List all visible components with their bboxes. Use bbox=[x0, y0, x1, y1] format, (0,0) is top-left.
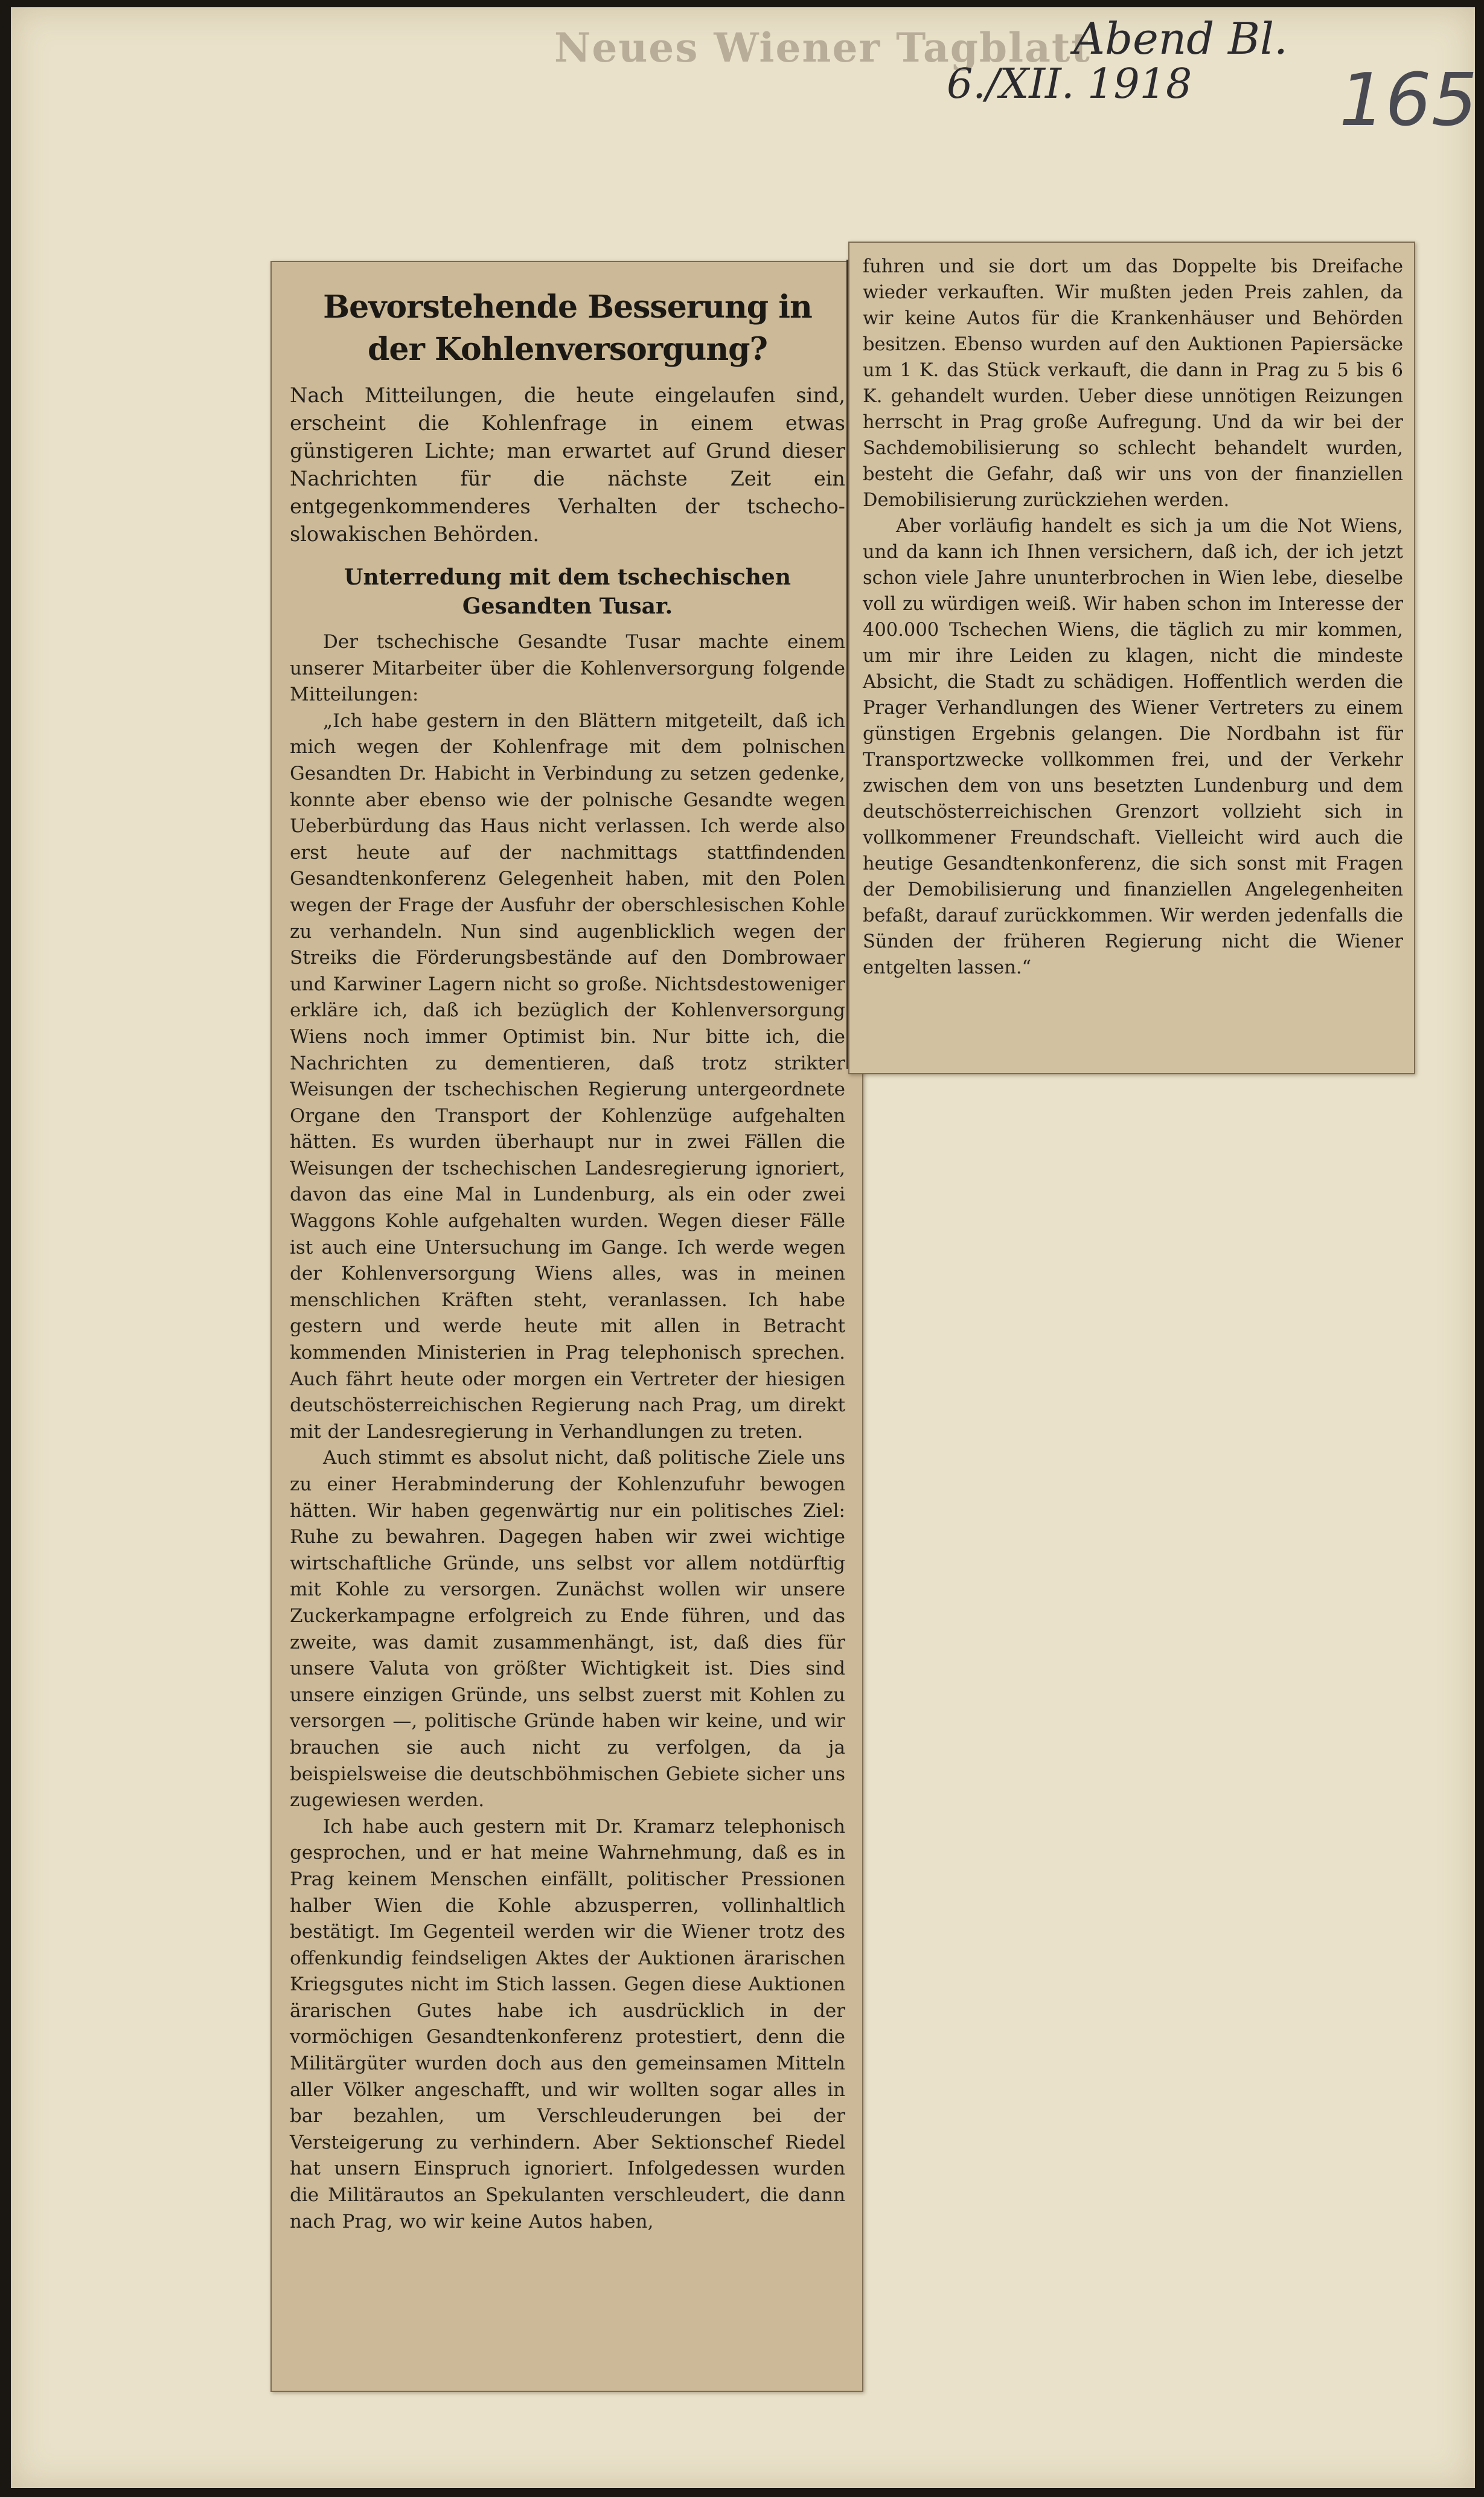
left-paragraph: Auch stimmt es absolut nicht, daß politische Ziele uns zu einer Herabminderung der Kohlenzufuhr bewogen hätten. Wir haben gegenwärtig nur ein politisches Ziel: Ruhe zu bewahren. Dagegen haben wir zwei wichtige wirtschaftliche Gründe, uns selbst vor allem notdürftig mit Kohle zu versorgen. Zunächst wollen wir unsere Zuckerkampagne erfolgreich zu Ende führen, und das zweite, was damit zusammenhängt, ist, daß dies für unsere Valuta von größter Wichtigkeit ist. Dies sind unsere einzigen Gründe, uns selbst zuerst mit Kohlen zu versorgen —, politische Gründe haben wir keine, und wir brauchen sie auch nicht zu verfolgen, da ja beispielsweise die deutschböhmischen Gebiete sicher uns zugewiesen werden. bbox=[290, 1447, 845, 1812]
left-paragraph: Der tschechische Gesandte Tusar machte einem unserer Mitarbeiter über die Kohlenversorgung folgende Mitteilungen: bbox=[290, 631, 845, 706]
clipping-right-column bbox=[848, 242, 1415, 1074]
handwritten-page-number: 165 bbox=[1339, 59, 1478, 143]
right-paragraph: fuhren und sie dort um das Doppelte bis Dreifache wieder verkauften. Wir mußten jeden Preis zahlen, da wir keine Autos für die Krankenhäuser und Behörden besitzen. Ebenso wurden auf den Auktionen Papiersäcke um 1 K. das Stück verkauft, die dann in Prag zu 5 bis 6 K. gehandelt wurden. Ueber diese unnötigen Reizungen herrscht in Prag große Aufregung. Und da wir bei der Sachdemobilisierung so schlecht behandelt wurden, besteht die Gefahr, daß wir uns von der finanziellen Demobilisierung zurückziehen werden. bbox=[863, 256, 1403, 511]
left-paragraph: Ich habe auch gestern mit Dr. Kramarz telephonisch gesprochen, und er hat meine Wahrnehmung, daß es in Prag keinem Menschen einfällt, politischer Pressionen halber Wien die Kohle abzusperren, vollinhaltlich bestätigt. Im Gegenteil werden wir die Wiener trotz des offenkundig feindseligen Aktes der Auktionen ärarischen Kriegsgutes nicht im Stich lassen. Gegen diese Auktionen ärarischen Gutes habe ich ausdrücklich in der vormöchigen Gesandtenkonferenz protestiert, denn die Militärgüter wurden doch aus den gemeinsamen Mitteln aller Völker angeschafft, und wir wollten sogar alles in bar bezahlen, um Verschleuderungen bei der Versteigerung zu verhindern. Aber Sektionschef Riedel hat unsern Einspruch ignoriert. Infolgedessen wurden die Militärautos an Spekulanten verschleudert, die dann nach Prag, wo wir keine Autos haben, bbox=[290, 1815, 845, 2233]
newspaper-stamp: Neues Wiener Tagblatt bbox=[554, 24, 1091, 71]
clipping-left-column bbox=[270, 261, 863, 2392]
handwritten-date: 6./XII. 1918 bbox=[947, 60, 1192, 108]
article-lead: Nach Mitteilungen, die heute eingelaufen sind, erscheint die Kohlenfrage in einem etwas günstigeren Lichte; man erwartet auf Grund dieser Nachrichten für die nächste Zeit ein entgegenkommenderes Verhalten der tschecho-slowakischen Behörden. bbox=[290, 383, 845, 546]
article-headline: Bevorstehende Besserung in der Kohlenversorgung? bbox=[323, 289, 812, 368]
right-paragraph: Aber vorläufig handelt es sich ja um die Not Wiens, und da kann ich Ihnen versichern, daß ich, der ich jetzt schon viele Jahre ununterbrochen in Wien lebe, dieselbe voll zu würdigen weiß. Wir haben schon im Interesse der 400.000 Tschechen Wiens, die täglich zu mir kommen, um mir ihre Leiden zu klagen, nicht die mindeste Absicht, die Stadt zu schädigen. Hoffentlich werden die Prager Verhandlungen des Wiener Vertreters zu einem günstigen Ergebnis gelangen. Die Nordbahn ist für Transportzwecke vollkommen frei, und der Verkehr zwischen dem von uns besetzten Lundenburg und dem deutschösterreichischen Grenzort vollzieht sich in vollkommener Freundschaft. Vielleicht wird auch die heutige Gesandtenkonferenz, die sich sonst mit Fragen der Demobilisierung und finanziellen Angelegenheiten befaßt, darauf zurückkommen. Wir werden jedenfalls die Sünden der früheren Regierung nicht die Wiener entgelten lassen.“ bbox=[863, 516, 1403, 978]
handwritten-edition-note: Abend Bl. bbox=[1073, 13, 1288, 64]
article-subheading: Unterredung mit dem tschechischen Gesandten Tusar. bbox=[344, 565, 791, 619]
left-paragraph: „Ich habe gestern in den Blättern mitgeteilt, daß ich mich wegen der Kohlenfrage mit dem polnischen Gesandten Dr. Habicht in Verbindung zu setzen gedenke, konnte aber ebenso wie der polnische Gesandte wegen Ueberbürdung das Haus nicht verlassen. Ich werde also erst heute auf der nachmittags stattfindenden Gesandtenkonferenz Gelegenheit haben, mit den Polen wegen der Frage der Ausfuhr der oberschlesischen Kohle zu verhandeln. Nun sind augenblicklich wegen der Streiks die Förderungsbestände auf den Dombrowaer und Karwiner Lagern nicht so große. Nichtsdestoweniger erkläre ich, daß ich bezüglich der Kohlenversorgung Wiens noch immer Optimist bin. Nur bitte ich, die Nachrichten zu dementieren, daß trotz strikter Weisungen der tschechischen Regierung untergeordnete Organe den Transport der Kohlenzüge aufgehalten hätten. Es wurden überhaupt nur in zwei Fällen die Weisungen der tschechischen Landesregierung ignoriert, davon das eine Mal in Lundenburg, als ein oder zwei Waggons Kohle aufgehalten wurden. Wegen dieser Fälle ist auch eine Untersuchung im Gange. Ich werde wegen der Kohlenversorgung Wiens alles, was in meinen menschlichen Kräften steht, veranlassen. Ich habe gestern und werde heute mit allen in Betracht kommenden Ministerien in Prag telephonisch sprechen. Auch fährt heute oder morgen ein Vertreter der hiesigen deutschösterreichischen Regierung nach Prag, um direkt mit der Landesregierung in Verhandlungen zu treten. bbox=[290, 710, 845, 1443]
